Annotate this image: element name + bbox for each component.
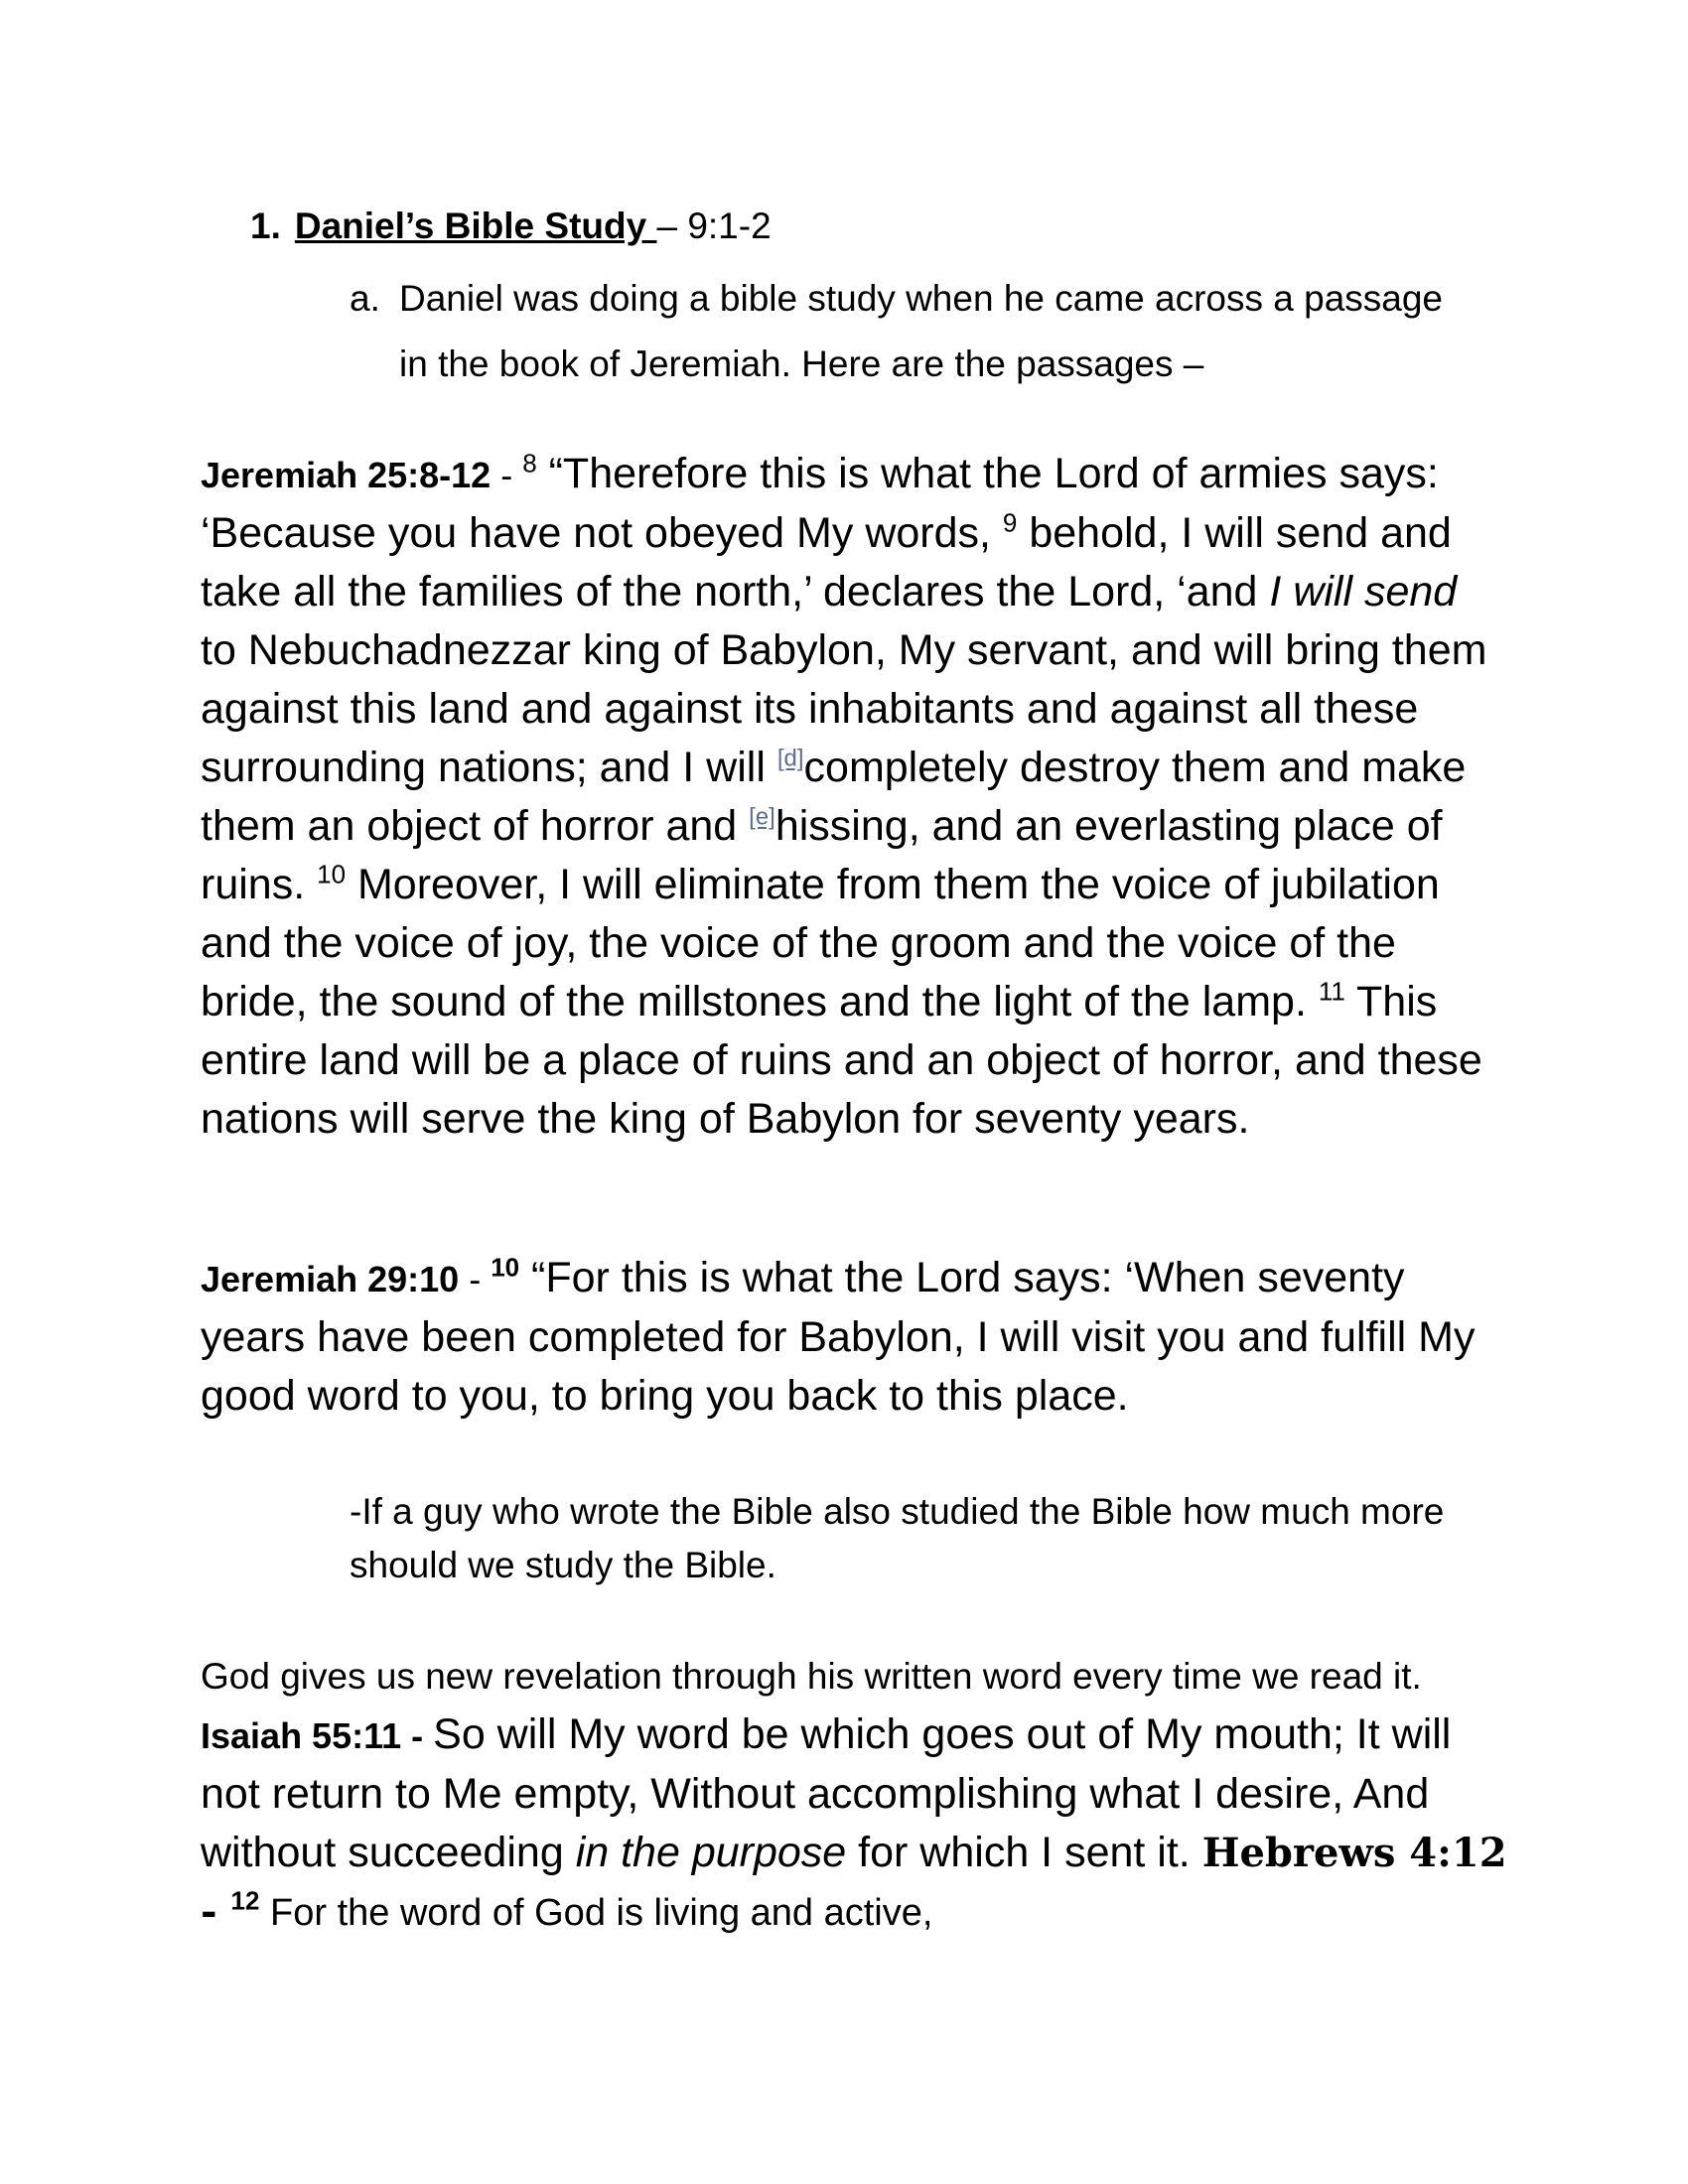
section-title: Daniel’s Bible Study [294,205,657,246]
section-heading [250,201,772,252]
closing-paragraph [201,1646,1511,1943]
passage-jeremiah-25 [201,445,1491,1149]
hebrews-text: For the word of God is living and active, [259,1892,933,1934]
sub-list-item [350,266,1481,397]
verse-text: This entire land will be a place of ruins and an object of horror, and these nations will serve the king of Babylon for seventy years. [201,978,1482,1143]
verse-text: “Therefore this is what the Lord of armies says: ‘Because you have not obeyed My words, [201,450,1439,557]
verse-number: 12 [230,1885,260,1916]
passage-reference: Jeremiah 29:10 [201,1259,460,1299]
verse-number: 10 [317,859,347,889]
verse-text: “For this is what the Lord says: ‘When seventy years have been completed for Babylon, I will visit you and fulfill My good word to you, to bring you back to this place. [201,1254,1476,1420]
study-note: -If a guy who wrote the Bible also studied the Bible how much more should we study the Bible. [350,1491,1445,1585]
verse-text: to Nebuchadnezzar king of Babylon, My servant, and will bring them against this land and against its inhabitants and against all these surrounding nations; and I will [201,626,1487,791]
verse-number: 10 [491,1252,520,1283]
isaiah-italic-text: in the purpose [575,1829,847,1876]
verse-italic-text: I will send [1269,568,1458,615]
section-number: 1. [250,205,281,246]
verse-text: Moreover, I will eliminate from them the voice of jubilation and the voice of joy, the voice of the groom and the voice of the bride, the sound of the millstones and the light of the lamp. [201,861,1440,1025]
isaiah-text: So will My word be which goes out of My mouth; It will not return to Me empty, Without accomplishing what I desire, And without succeeding [201,1710,1452,1876]
verse-text: hissing, and an everlasting place of ruins. [201,802,1443,908]
verse-number: 11 [1318,976,1345,1007]
sub-list-marker: a. [350,278,380,319]
footnote-link-d[interactable]: [d] [776,745,804,772]
section-reference: – 9:1-2 [656,205,772,246]
sub-list-text: Daniel was doing a bible study when he came across a passage in the book of Jeremiah. Here are the passages – [399,278,1444,384]
passage-jeremiah-29 [201,1249,1491,1426]
verse-text: completely destroy them and make them an object of horror and [201,744,1467,850]
isaiah-text: for which I sent it. [846,1829,1202,1876]
verse-number: 8 [522,448,537,478]
passage-dash: - [491,455,523,495]
closing-intro: God gives us new revelation through his written word every time we read it. [201,1656,1422,1697]
passage-reference: Jeremiah 25:8-12 [201,455,492,495]
hebrews-reference: Hebrews 4:12 - [201,1830,1507,1935]
isaiah-reference: Isaiah 55:11 - [201,1715,434,1756]
verse-number: 9 [1002,507,1018,538]
verse-text: behold, I will send and take all the families of the north,’ declares the Lord, ‘and [201,509,1452,615]
footnote-link-e[interactable]: [e] [749,803,775,831]
passage-dash: - [459,1259,492,1299]
